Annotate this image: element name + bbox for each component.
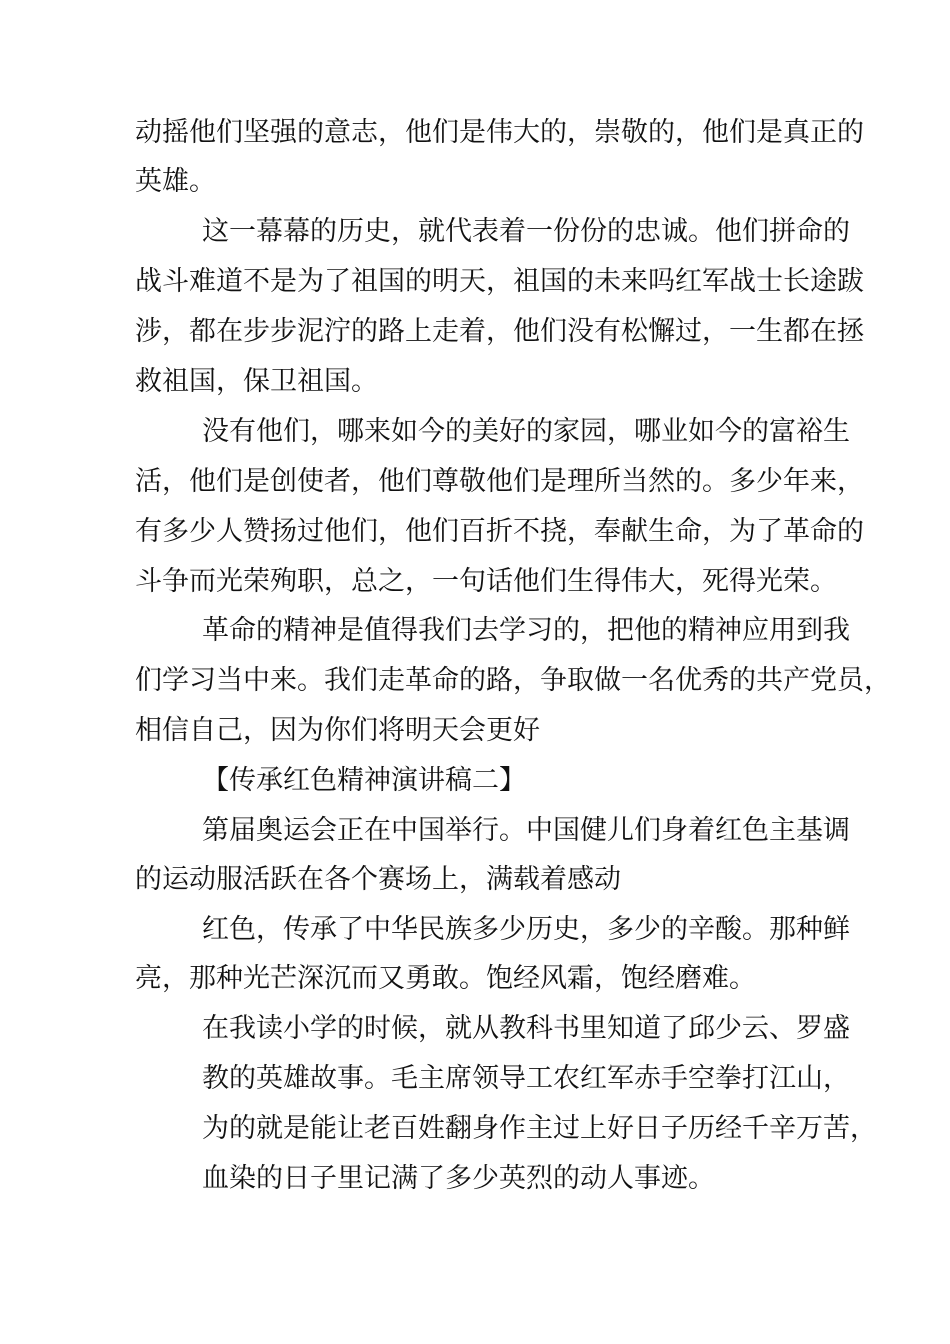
text-line: 第届奥运会正在中国举行。中国健儿们身着红色主基调: [202, 815, 850, 846]
text-line: 的运动服活跃在各个赛场上，满载着感动: [135, 864, 621, 895]
text-line: 为的就是能让老百姓翻身作主过上好日子历经千辛万苦，: [202, 1113, 877, 1144]
text-line: 们学习当中来。我们走革命的路，争取做一名优秀的共产党员，: [135, 665, 891, 696]
text-line: 血染的日子里记满了多少英烈的动人事迹。: [202, 1163, 715, 1194]
text-line: 教的英雄故事。毛主席领导工农红军赤手空拳打江山，: [202, 1063, 850, 1094]
text-line: 没有他们，哪来如今的美好的家园，哪业如今的富裕生: [202, 416, 850, 447]
text-line: 斗争而光荣殉职，总之，一句话他们生得伟大，死得光荣。: [135, 566, 837, 597]
text-line: 救祖国，保卫祖国。: [135, 366, 378, 397]
text-line: 在我读小学的时候，就从教科书里知道了邱少云、罗盛: [202, 1013, 850, 1044]
text-line: 战斗难道不是为了祖国的明天，祖国的未来吗红军战士长途跋: [135, 266, 864, 297]
text-line: 相信自己，因为你们将明天会更好: [135, 715, 540, 746]
text-line: 活，他们是创使者，他们尊敬他们是理所当然的。多少年来，: [135, 466, 864, 497]
text-line: 有多少人赞扬过他们，他们百折不挠，奉献生命，为了革命的: [135, 516, 864, 547]
text-line: 动摇他们坚强的意志，他们是伟大的，崇敬的，他们是真正的: [135, 117, 864, 148]
text-line: 涉，都在步步泥泞的路上走着，他们没有松懈过，一生都在拯: [135, 316, 864, 347]
text-line: 红色，传承了中华民族多少历史，多少的辛酸。那种鲜: [202, 914, 850, 945]
section-heading: 【传承红色精神演讲稿二】: [202, 765, 526, 796]
text-line: 革命的精神是值得我们去学习的，把他的精神应用到我: [202, 615, 850, 646]
text-line: 英雄。: [135, 166, 216, 197]
text-line: 亮，那种光芒深沉而又勇敢。饱经风霜，饱经磨难。: [135, 963, 756, 994]
text-line: 这一幕幕的历史，就代表着一份份的忠诚。他们拼命的: [202, 216, 850, 247]
